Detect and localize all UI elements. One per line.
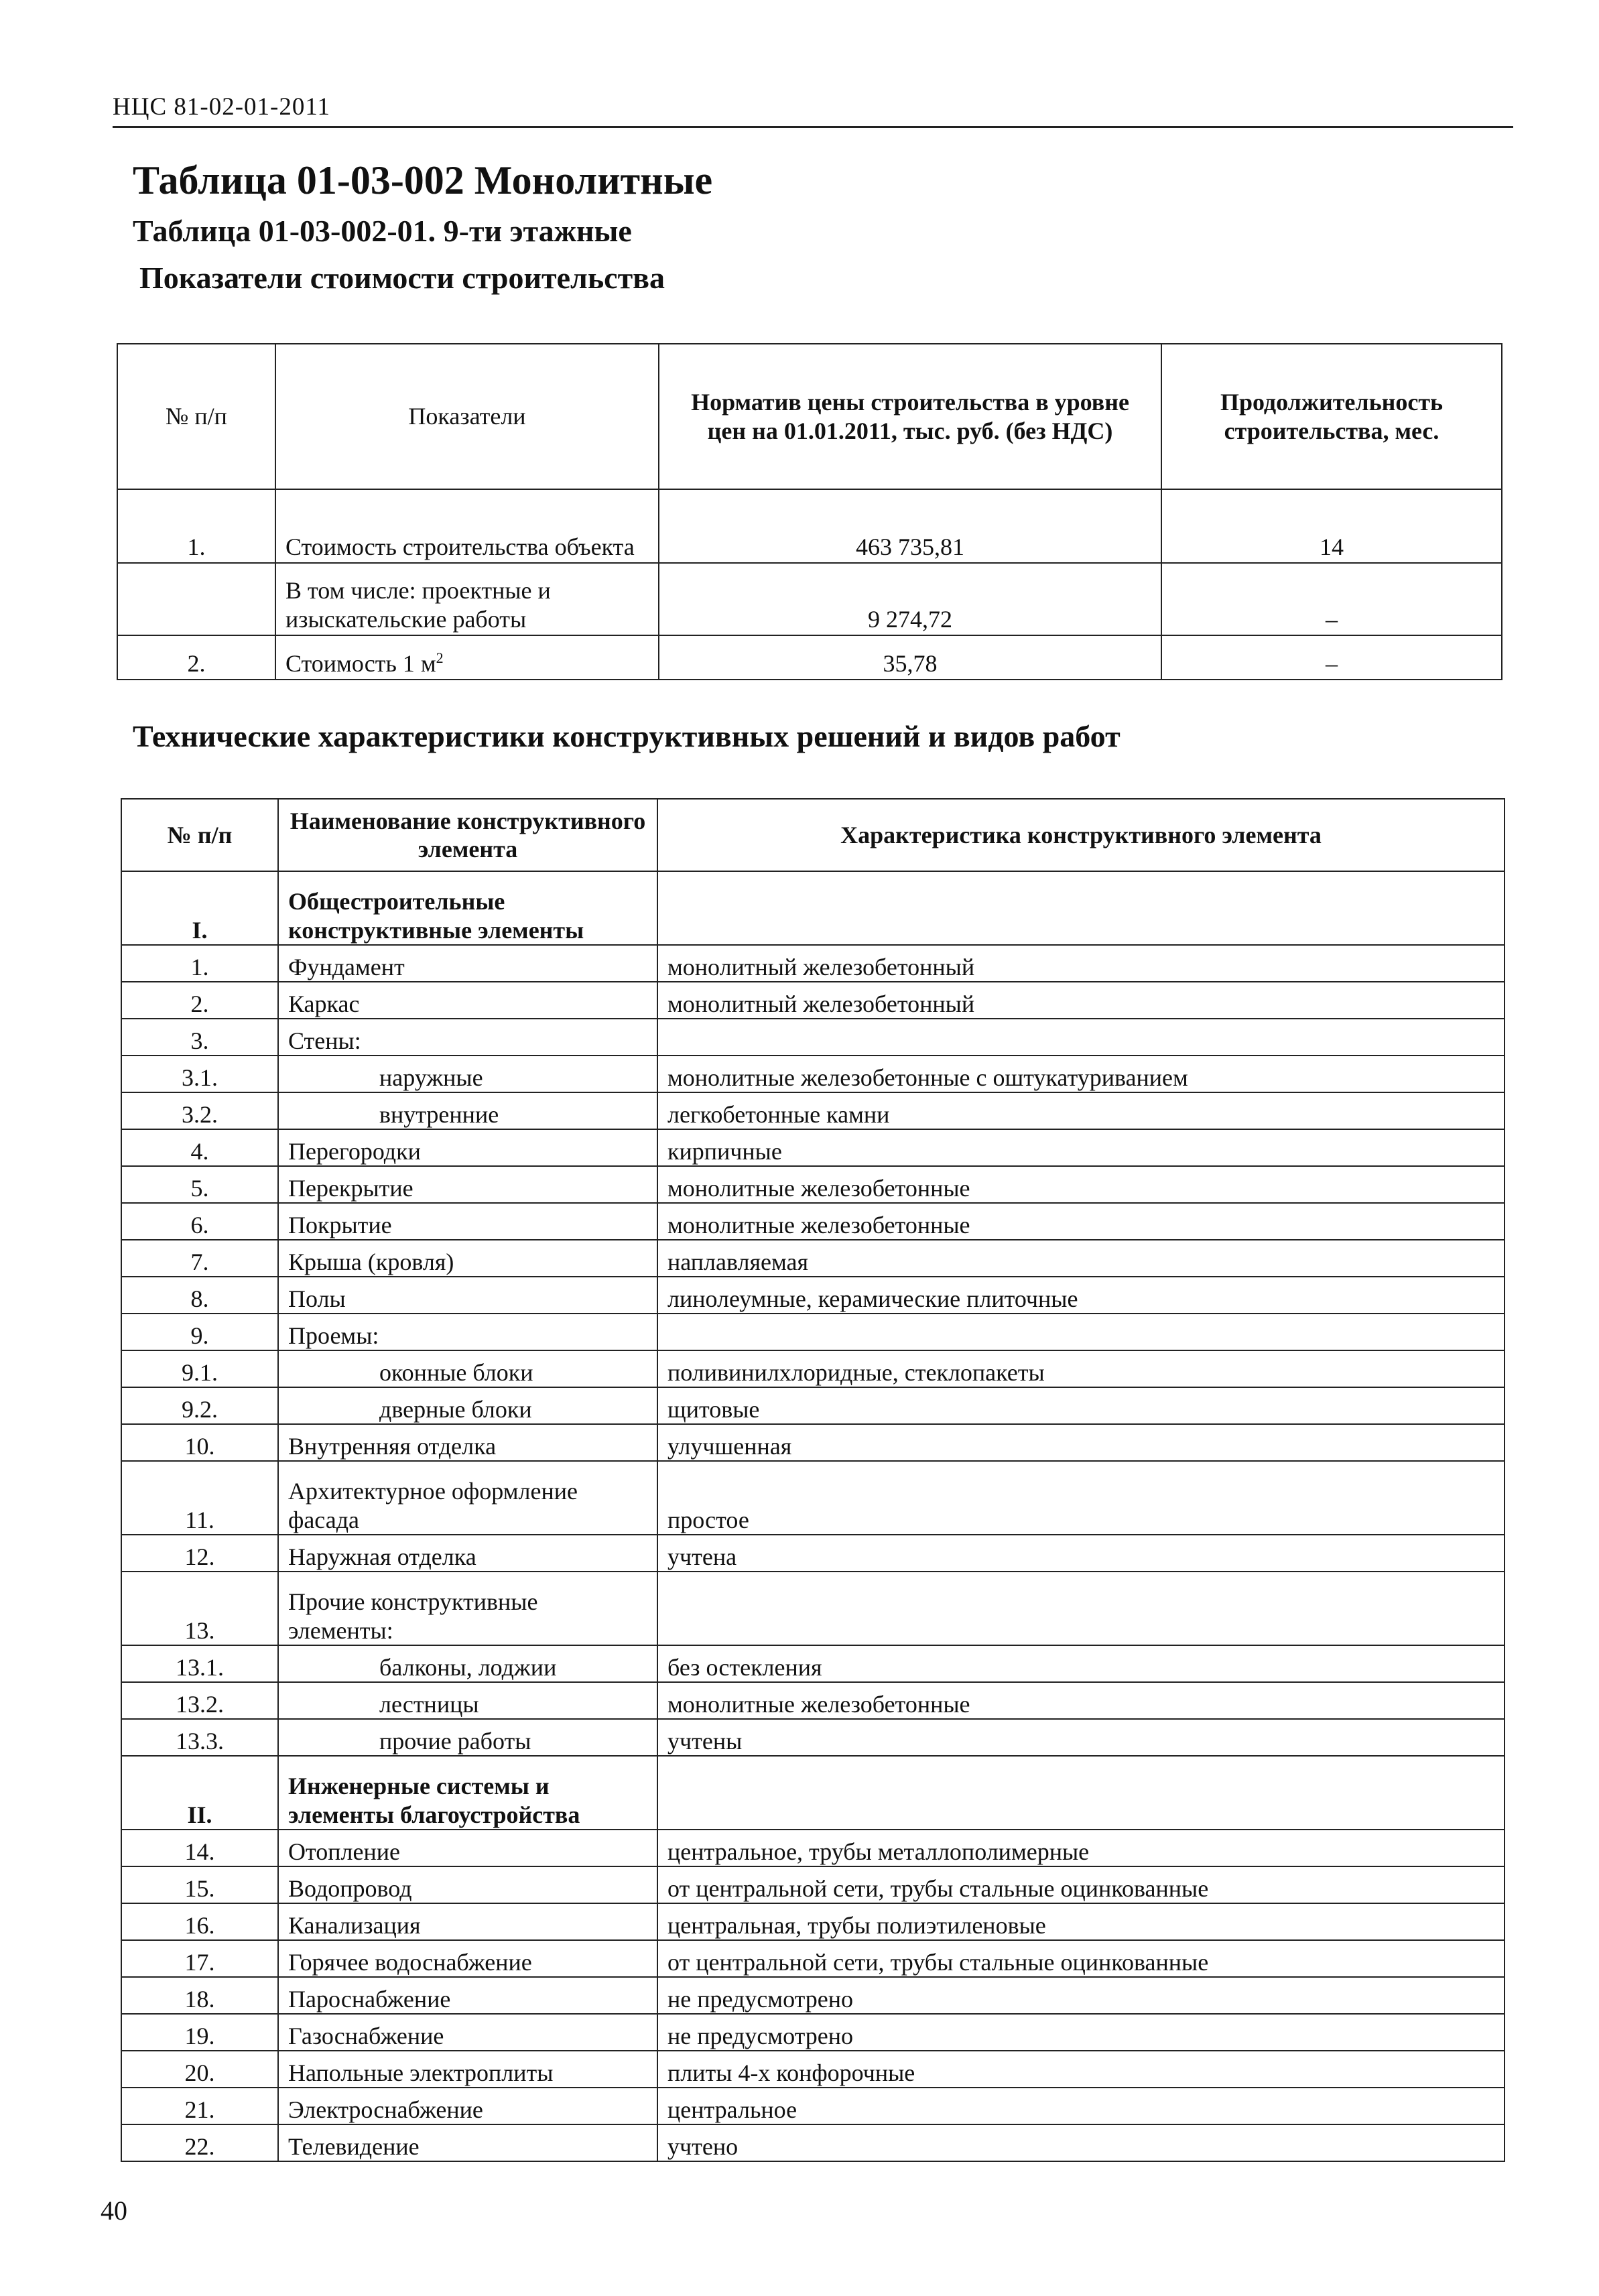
tech-row-value: монолитный железобетонный [657,945,1505,982]
tech-row-value: центральное [657,2088,1505,2124]
tech-row-num: II. [121,1756,278,1830]
tech-table-row [121,1940,1505,1977]
tech-row-value [657,1019,1505,1056]
cost-row-duration: 14 [1161,489,1502,563]
tech-row-value: учтена [657,1535,1505,1572]
cost-row-num [117,563,275,635]
tech-row-num: 16. [121,1903,278,1940]
tech-table-row [121,1756,1505,1830]
cost-row-duration: – [1161,563,1502,635]
tech-row-name: Архитектурное оформление фасада [278,1461,657,1535]
tech-table [121,798,1505,2162]
page-number: 40 [101,2195,127,2226]
tech-row-value: монолитный железобетонный [657,982,1505,1019]
tech-row-num: I. [121,871,278,945]
tech-row-name: Стены: [278,1019,657,1056]
tech-row-value: линолеумные, керамические плиточные [657,1277,1505,1314]
tech-table-row [121,1866,1505,1903]
tech-row-name: Покрытие [278,1203,657,1240]
tech-row-name: оконные блоки [278,1350,657,1387]
tech-table-row [121,871,1505,945]
tech-row-num: 6. [121,1203,278,1240]
tech-row-value: монолитные железобетонные [657,1682,1505,1719]
tech-row-num: 17. [121,1940,278,1977]
tech-header-characteristic: Характеристика конструктивного элемента [657,799,1505,871]
tech-row-num: 9. [121,1314,278,1350]
tech-row-name: Внутренняя отделка [278,1424,657,1461]
tech-row-value: кирпичные [657,1129,1505,1166]
tech-row-value [657,871,1505,945]
tech-header-element: Наименование конструктивного элемента [278,799,657,871]
tech-row-num: 4. [121,1129,278,1166]
tech-row-name: Перекрытие [278,1166,657,1203]
tech-row-name: Газоснабжение [278,2014,657,2051]
tech-row-num: 13.3. [121,1719,278,1756]
tech-row-name: Горячее водоснабжение [278,1940,657,1977]
cost-header-num: № п/п [117,344,275,489]
tech-row-name: дверные блоки [278,1387,657,1424]
tech-row-name: Телевидение [278,2124,657,2161]
tech-row-num: 11. [121,1461,278,1535]
tech-row-value: без остекления [657,1645,1505,1682]
cost-table [117,343,1502,680]
tech-row-value: монолитные железобетонные с оштукатуриванием [657,1056,1505,1092]
tech-table-row [121,1424,1505,1461]
tech-table-row [121,945,1505,982]
cost-header-indicator: Показатели [275,344,659,489]
tech-table-row [121,1572,1505,1645]
tech-row-num: 5. [121,1166,278,1203]
cost-row-name-text: Стоимость 1 м [285,649,436,677]
tech-table-row [121,2088,1505,2124]
tech-table-header-row [121,799,1505,871]
tech-row-num: 2. [121,982,278,1019]
tech-row-value: простое [657,1461,1505,1535]
tech-row-value: центральное, трубы металлополимерные [657,1830,1505,1866]
cost-table-row [117,635,1502,680]
cost-row-value: 35,78 [659,635,1161,680]
cost-row-value: 463 735,81 [659,489,1161,563]
tech-table-row [121,1129,1505,1166]
tech-row-value: улучшенная [657,1424,1505,1461]
tech-row-num: 14. [121,1830,278,1866]
cost-row-name [275,635,659,680]
cost-table-row [117,563,1502,635]
tech-row-name: Каркас [278,982,657,1019]
tech-row-name: Инженерные системы и элементы благоустройства [278,1756,657,1830]
tech-row-value: монолитные железобетонные [657,1166,1505,1203]
tech-row-value: учтено [657,2124,1505,2161]
tech-table-row [121,1830,1505,1866]
tech-row-num: 19. [121,2014,278,2051]
cost-row-duration: – [1161,635,1502,680]
cost-row-name-sup: 2 [436,649,444,666]
tech-table-row [121,2051,1505,2088]
tech-row-num: 8. [121,1277,278,1314]
cost-row-value: 9 274,72 [659,563,1161,635]
tech-table-row [121,1645,1505,1682]
cost-row-name [275,489,659,563]
tech-table-row [121,1535,1505,1572]
tech-row-name: Прочие конструктивные элементы: [278,1572,657,1645]
tech-row-name: Фундамент [278,945,657,982]
tech-table-row [121,1019,1505,1056]
document-code: НЦС 81-02-01-2011 [113,93,330,121]
tech-row-name: Напольные электроплиты [278,2051,657,2088]
tech-row-value [657,1572,1505,1645]
tech-table-row [121,1903,1505,1940]
tech-row-name: Канализация [278,1903,657,1940]
tech-row-value: центральная, трубы полиэтиленовые [657,1903,1505,1940]
tech-row-name: Наружная отделка [278,1535,657,1572]
tech-row-name: Общестроительные конструктивные элементы [278,871,657,945]
cost-row-num: 1. [117,489,275,563]
tech-row-value: от центральной сети, трубы стальные оцинкованные [657,1940,1505,1977]
cost-header-norm: Норматив цены строительства в уровне цен на 01.01.2011, тыс. руб. (без НДС) [659,344,1161,489]
tech-row-value: монолитные железобетонные [657,1203,1505,1240]
tech-row-name: Полы [278,1277,657,1314]
tech-row-name: Проемы: [278,1314,657,1350]
tech-row-name: Водопровод [278,1866,657,1903]
subtable-title: Таблица 01-03-002-01. 9-ти этажные [133,214,632,248]
tech-row-num: 9.2. [121,1387,278,1424]
tech-row-num: 3. [121,1019,278,1056]
tech-row-num: 3.1. [121,1056,278,1092]
tech-table-row [121,1166,1505,1203]
tech-table-row [121,1056,1505,1092]
cost-row-name-text: Стоимость строительства объекта [285,533,635,560]
cost-row-name [275,563,659,635]
cost-row-name-text: В том числе: проектные и изыскательские работы [285,577,551,633]
tech-table-row [121,1203,1505,1240]
cost-table-header-row [117,344,1502,489]
tech-row-num: 22. [121,2124,278,2161]
tech-row-name: Пароснабжение [278,1977,657,2014]
tech-table-row [121,1314,1505,1350]
tech-row-name: балконы, лоджии [278,1645,657,1682]
tech-row-value: учтены [657,1719,1505,1756]
tech-row-name: лестницы [278,1682,657,1719]
tech-row-num: 10. [121,1424,278,1461]
tech-row-num: 13.2. [121,1682,278,1719]
tech-table-row [121,1092,1505,1129]
tech-row-name: Перегородки [278,1129,657,1166]
tech-table-row [121,1240,1505,1277]
tech-row-value: легкобетонные камни [657,1092,1505,1129]
tech-row-value: плиты 4-х конфорочные [657,2051,1505,2088]
tech-table-row [121,1387,1505,1424]
tech-row-name: наружные [278,1056,657,1092]
tech-table-row [121,982,1505,1019]
tech-row-value: поливинилхлоридные, стеклопакеты [657,1350,1505,1387]
tech-table-row [121,1277,1505,1314]
tech-row-value: наплавляемая [657,1240,1505,1277]
indicators-title: Показатели стоимости строительства [139,261,665,295]
tech-row-num: 21. [121,2088,278,2124]
tech-table-row [121,2014,1505,2051]
tech-table-row [121,2124,1505,2161]
tech-row-name: внутренние [278,1092,657,1129]
tech-row-value: от центральной сети, трубы стальные оцинкованные [657,1866,1505,1903]
tech-row-value [657,1756,1505,1830]
tech-row-num: 15. [121,1866,278,1903]
tech-row-num: 1. [121,945,278,982]
tech-table-row [121,1350,1505,1387]
tech-row-value: не предусмотрено [657,2014,1505,2051]
tech-title: Технические характеристики конструктивных решений и видов работ [133,719,1121,753]
tech-row-num: 18. [121,1977,278,2014]
tech-row-value: щитовые [657,1387,1505,1424]
tech-row-num: 3.2. [121,1092,278,1129]
cost-row-num: 2. [117,635,275,680]
tech-row-num: 13. [121,1572,278,1645]
tech-row-name: прочие работы [278,1719,657,1756]
cost-header-duration: Продолжительность строительства, мес. [1161,344,1502,489]
tech-row-value: не предусмотрено [657,1977,1505,2014]
tech-row-name: Отопление [278,1830,657,1866]
cost-table-row [117,489,1502,563]
tech-table-row [121,1682,1505,1719]
tech-row-num: 9.1. [121,1350,278,1387]
tech-row-name: Электроснабжение [278,2088,657,2124]
tech-row-num: 12. [121,1535,278,1572]
tech-row-num: 13.1. [121,1645,278,1682]
header-rule [113,126,1513,128]
tech-row-name: Крыша (кровля) [278,1240,657,1277]
tech-row-num: 7. [121,1240,278,1277]
table-title: Таблица 01-03-002 Монолитные [133,158,713,202]
tech-row-num: 20. [121,2051,278,2088]
tech-table-row [121,1977,1505,2014]
tech-row-value [657,1314,1505,1350]
tech-table-row [121,1461,1505,1535]
tech-header-num: № п/п [121,799,278,871]
tech-table-row [121,1719,1505,1756]
